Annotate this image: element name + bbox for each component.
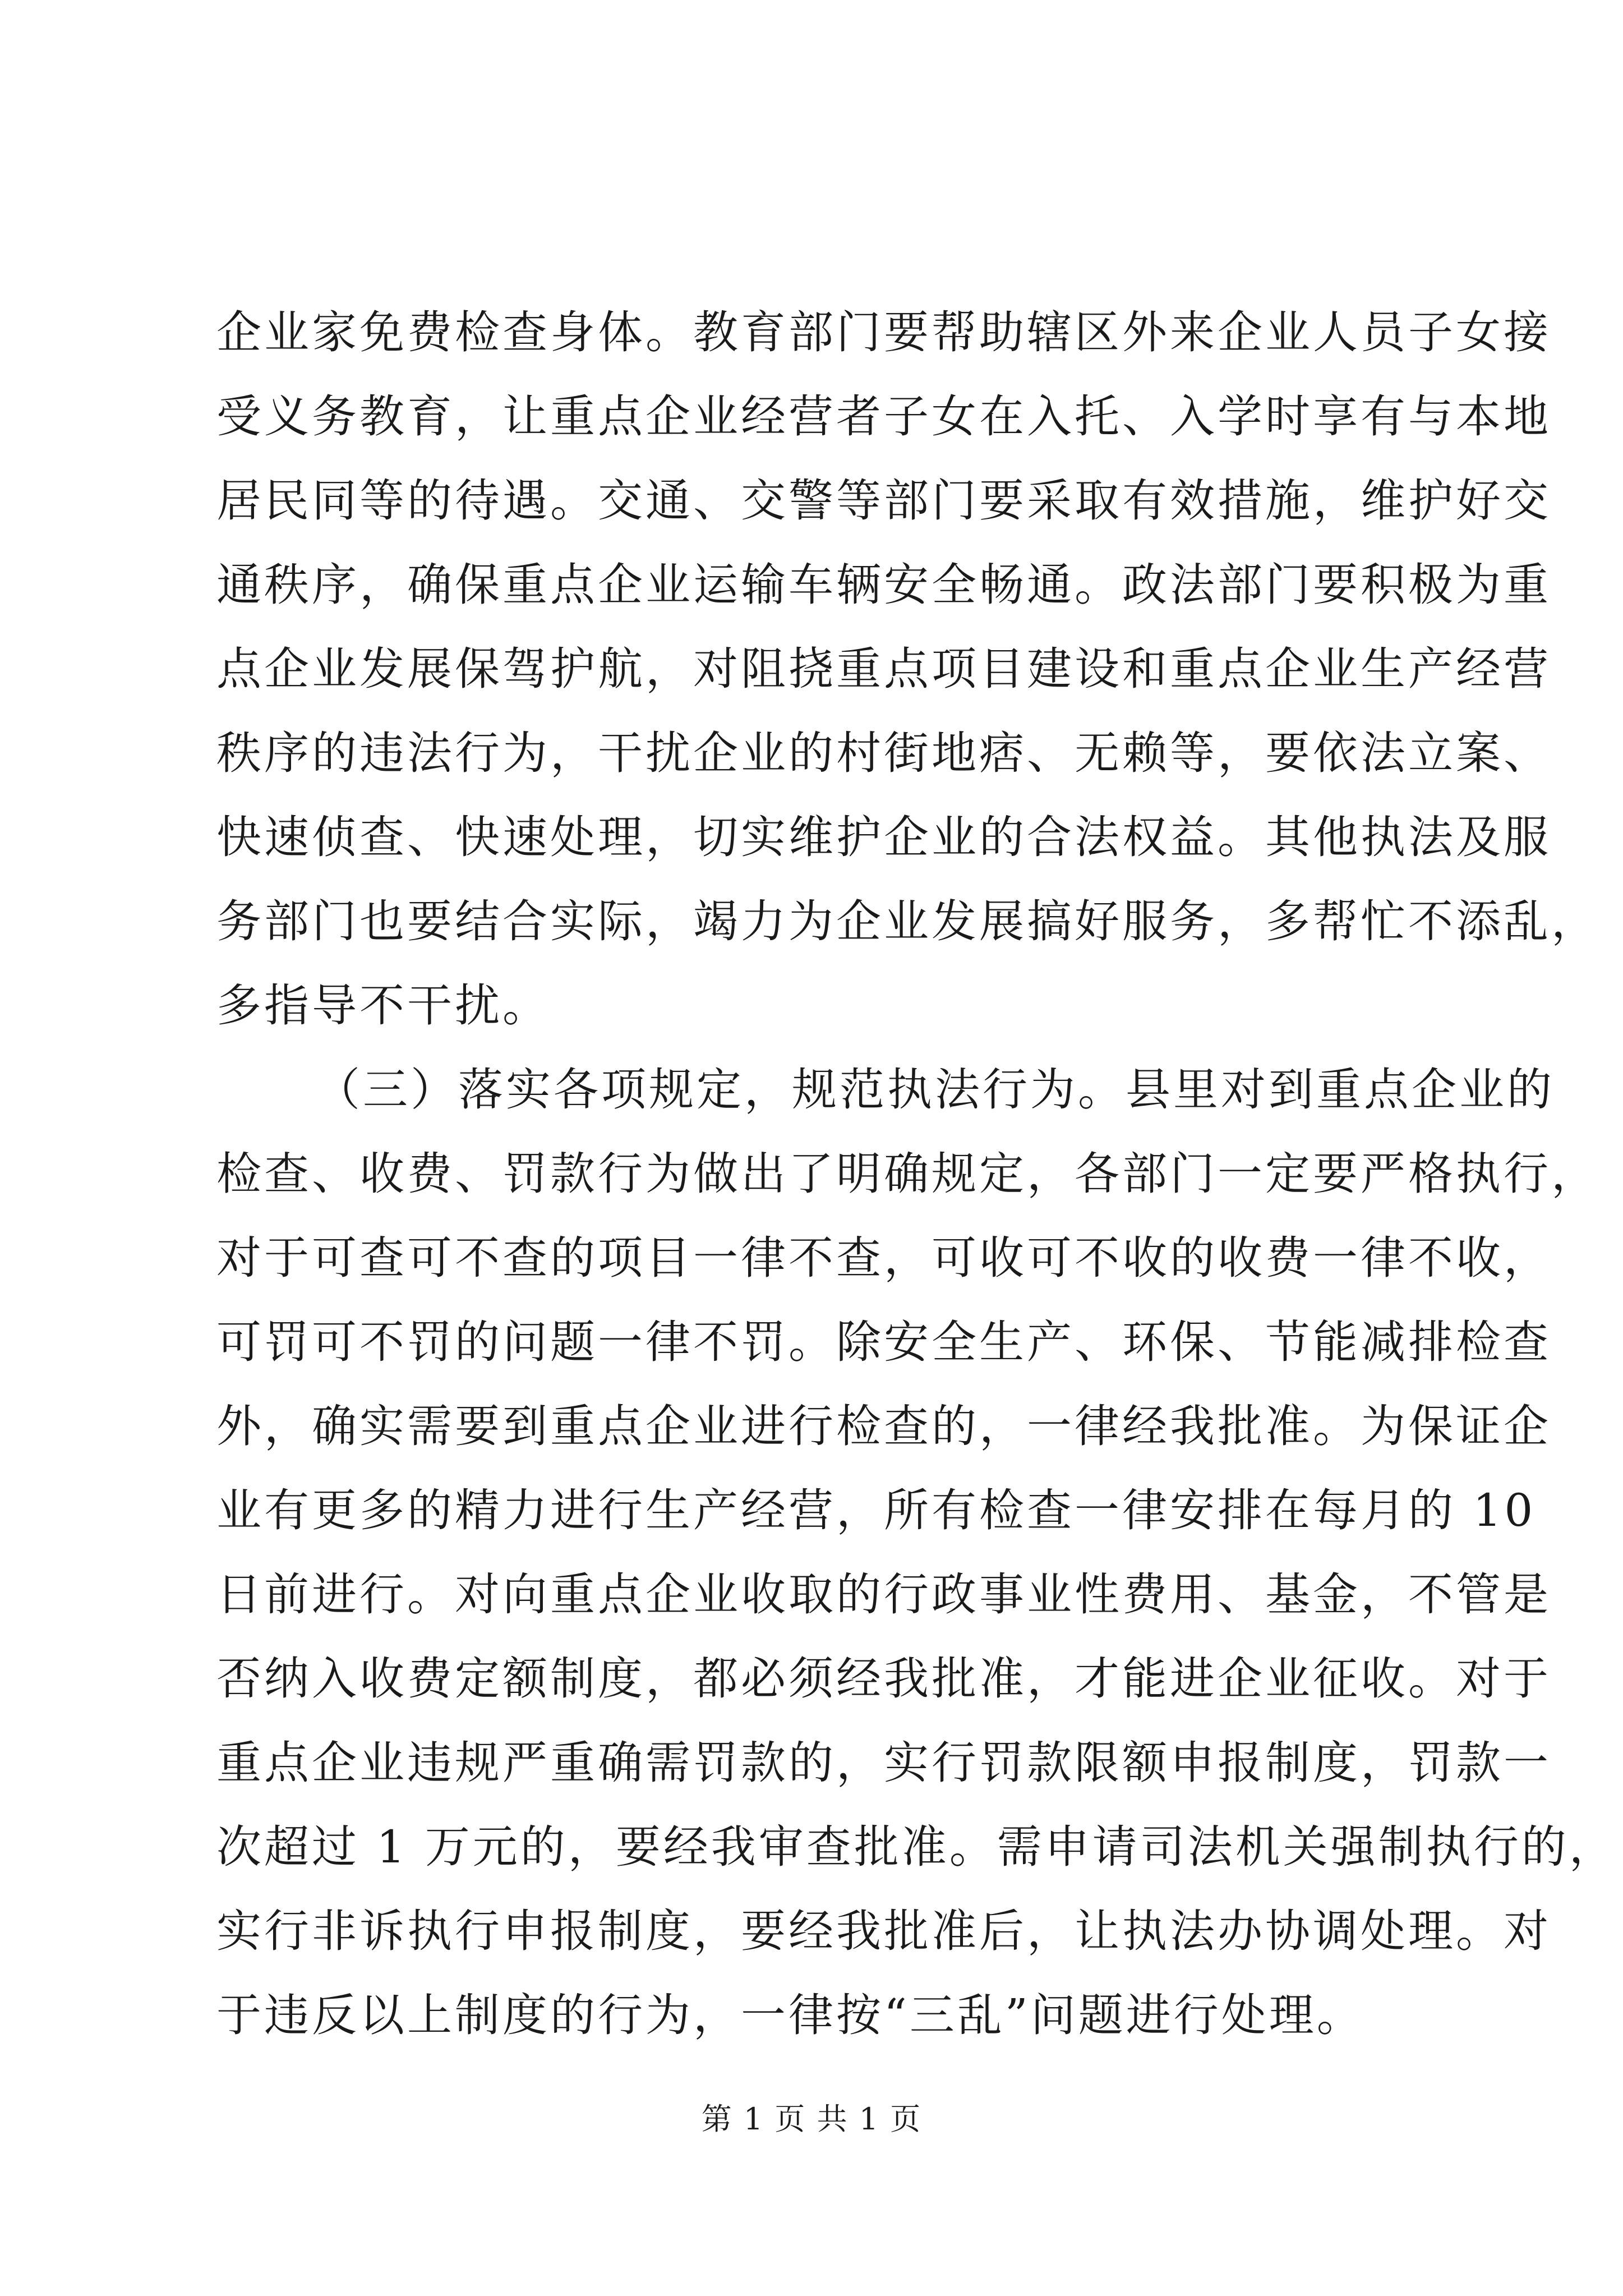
paragraph-start-line: （三）落实各项规定，规范执法行为。县里对到重点企业的 (315, 1064, 1555, 1116)
text-line: 外，确实需要到重点企业进行检查的，一律经我批准。为保证企 (216, 1400, 1551, 1452)
text-line: 实行非诉执行申报制度，要经我批准后，让执法办协调处理。对 (216, 1905, 1551, 1957)
text-line: 受义务教育，让重点企业经营者子女在入托、入学时享有与本地 (216, 390, 1551, 443)
text-line: 企业家免费检查身体。教育部门要帮助辖区外来企业人员子女接 (216, 306, 1551, 358)
text-line: 检查、收费、罚款行为做出了明确规定，各部门一定要严格执行， (216, 1148, 1599, 1200)
text-line: 否纳入收费定额制度，都必须经我批准，才能进企业征收。对于 (216, 1653, 1551, 1705)
text-line: 快速侦查、快速处理，切实维护企业的合法权益。其他执法及服 (216, 811, 1551, 863)
text-line: 居民同等的待遇。交通、交警等部门要采取有效措施，维护好交 (216, 475, 1551, 527)
text-line: 于违反以上制度的行为，一律按“三乱”问题进行处理。 (216, 1989, 1364, 2041)
text-line: 次超过 1 万元的，要经我审查批准。需申请司法机关强制执行的， (216, 1821, 1617, 1873)
text-line: 重点企业违规严重确需罚款的，实行罚款限额申报制度，罚款一 (216, 1737, 1551, 1789)
text-line: 可罚可不罚的问题一律不罚。除安全生产、环保、节能减排检查 (216, 1316, 1551, 1368)
text-line: 通秩序，确保重点企业运输车辆安全畅通。政法部门要积极为重 (216, 559, 1551, 611)
text-line: 秩序的违法行为，干扰企业的村街地痞、无赖等，要依法立案、 (216, 727, 1551, 779)
text-line: 务部门也要结合实际，竭力为企业发展搞好服务，多帮忙不添乱， (216, 895, 1599, 947)
text-line: 多指导不干扰。 (216, 979, 550, 1032)
body-text (216, 291, 1617, 2058)
text-line: 业有更多的精力进行生产经营，所有检查一律安排在每月的 10 (216, 1484, 1536, 1536)
text-line: 日前进行。对向重点企业收取的行政事业性费用、基金，不管是 (216, 1568, 1551, 1621)
page-footer: 第 1 页 共 1 页 (701, 2101, 922, 2137)
text-line: 点企业发展保驾护航，对阻挠重点项目建设和重点企业生产经营 (216, 643, 1551, 695)
text-line: 对于可查可不查的项目一律不查，可收可不收的收费一律不收， (216, 1232, 1551, 1284)
